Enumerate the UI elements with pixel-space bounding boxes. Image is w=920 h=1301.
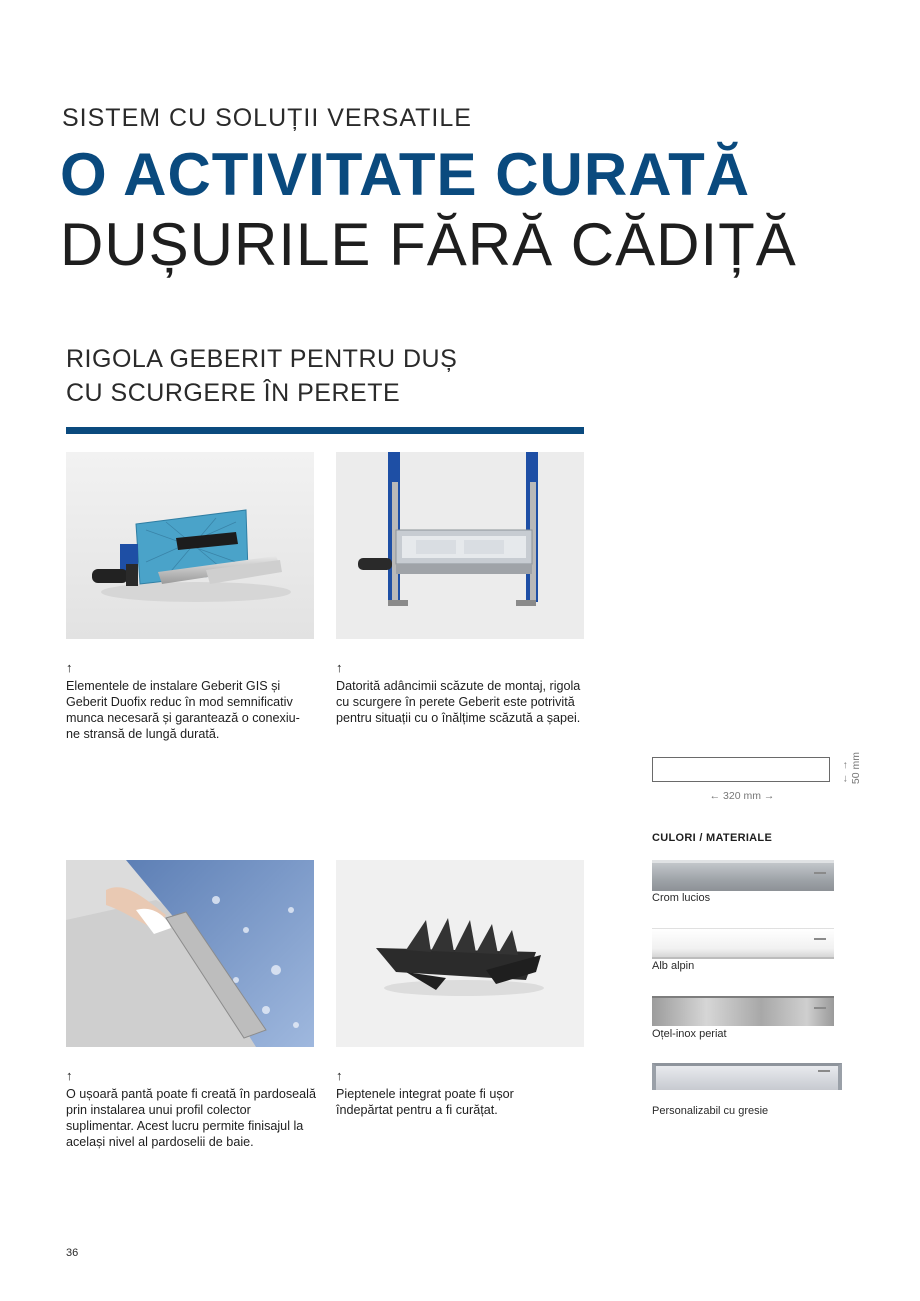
materials-heading: CULORI / MATERIALE	[652, 832, 773, 844]
photo-installation-element	[66, 452, 314, 639]
caption-arrow: ↑	[336, 1068, 343, 1083]
page-title: O ACTIVITATE CURATĂ	[60, 141, 751, 208]
caption-text: Elementele de instalare Geberit GIS și Geberit Duofix reduc în mod semnificativ munca necesară și garantează o conexiu- ne stransă de lungă durată.	[66, 679, 300, 741]
caption-text: Datorită adâncimii scăzute de montaj, rigola cu scurgere în perete Geberit este potrivită pentru situații cu o înălțime scăzută a șapei.	[336, 679, 581, 725]
photo-duofix-frame-art	[336, 452, 584, 639]
dimension-outline	[652, 757, 830, 782]
photo-duofix-frame	[336, 452, 584, 639]
caption-floor-slope	[66, 1068, 326, 1150]
section-title-line-1: RIGOLA GEBERIT PENTRU DUȘ	[66, 345, 458, 373]
caption-arrow: ↑	[66, 1068, 73, 1083]
swatch-label-otel-inox-periat: Oțel-inox periat	[652, 1028, 727, 1040]
page-subtitle: DUȘURILE FĂRĂ CĂDIȚĂ	[60, 211, 797, 278]
page-number: 36	[66, 1247, 79, 1259]
swatch-label-crom-lucios: Crom lucios	[652, 892, 711, 904]
swatch-alb-alpin	[652, 928, 834, 959]
section-rule	[66, 427, 584, 434]
dimension-width-label: ← 320 mm →	[709, 790, 775, 802]
caption-arrow: ↑	[336, 660, 343, 675]
dimension-height-label: 50 mm	[850, 752, 862, 785]
brand-mark	[818, 1070, 830, 1072]
dimension-height-arrow: ← →	[838, 760, 850, 784]
section-title-line-2: CU SCURGERE ÎN PERETE	[66, 379, 401, 407]
caption-installation-element	[66, 660, 326, 742]
caption-duofix-frame	[336, 660, 596, 726]
photo-installation-element-art	[66, 452, 314, 639]
swatch-crom-lucios	[652, 860, 834, 891]
section-title	[66, 342, 457, 410]
caption-arrow: ↑	[66, 660, 73, 675]
swatch-label-alb-alpin: Alb alpin	[652, 960, 695, 972]
brand-mark	[814, 1007, 826, 1009]
brand-mark	[814, 872, 826, 874]
photo-integrated-comb	[336, 860, 584, 1047]
caption-integrated-comb	[336, 1068, 596, 1118]
caption-text: Pieptenele integrat poate fi ușor îndepărtat pentru a fi curățat.	[336, 1087, 514, 1117]
page-kicker: SISTEM CU SOLUȚII VERSATILE	[62, 104, 472, 132]
swatch-otel-inox-periat	[652, 996, 834, 1026]
photo-integrated-comb-art	[336, 860, 584, 1047]
photo-floor-cleaning	[66, 860, 314, 1047]
swatch-personalizabil-cu-gresie	[652, 1063, 842, 1090]
caption-text: O ușoară pantă poate fi creată în pardoseală prin instalarea unui profil colector suplimentar. Acest lucru permite finisajul la același nivel al pardoselii de baie.	[66, 1087, 316, 1149]
photo-floor-cleaning-art	[66, 860, 314, 1047]
brand-mark	[814, 938, 826, 940]
swatch-label-personalizabil-cu-gresie: Personalizabil cu gresie	[652, 1105, 769, 1117]
